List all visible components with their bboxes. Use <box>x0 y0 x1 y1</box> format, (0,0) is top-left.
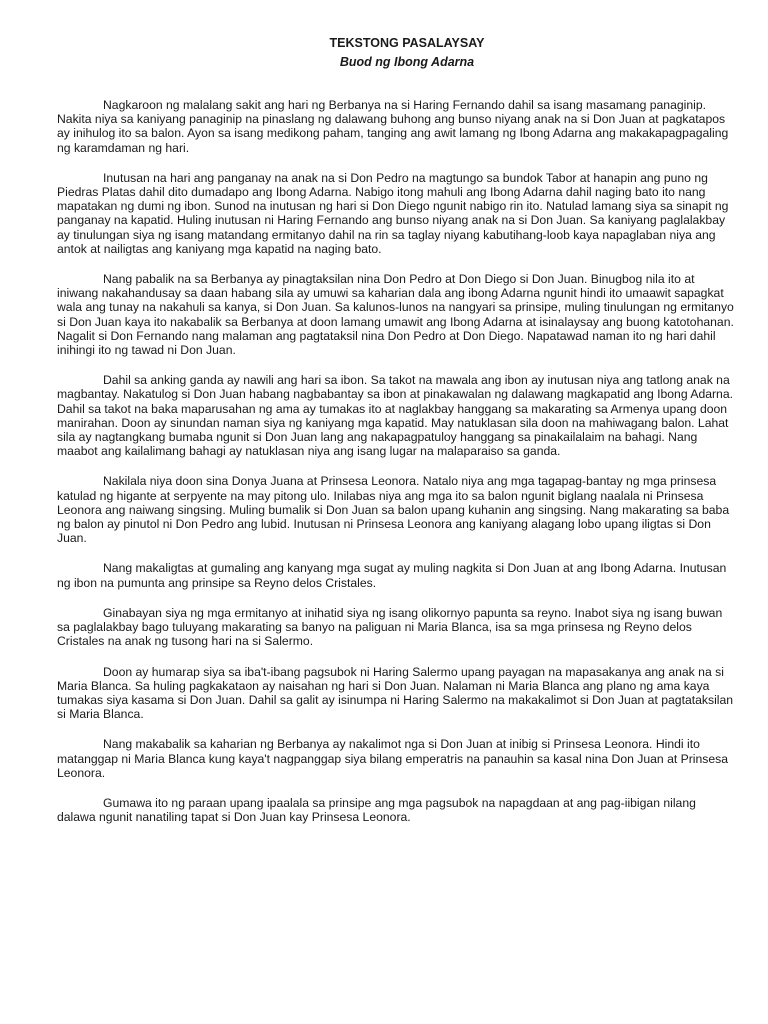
paragraph-2: Inutusan na hari ang panganay na anak na si Don Pedro na magtungo sa bundok Tabor at hanapin ang puno ng Piedras Platas dahil dito dumadapo ang Ibong Adarna. Nabigo itong mahuli ang Ibong Adarna dahil naging bato ito nang mapatakan ng dumi ng ibon. Sunod na inutusan ng hari si Don Diego ngunit nabigo rin ito. Natulad lamang siya sa sinapit ng panganay na kapatid. Huling inutusan ni Haring Fernando ang bunso niyang anak na si Don Juan. Sa kaniyang paglalakbay ay tinulungan siya ng isang matandang ermitanyo dahil na rin sa taglay niyang kabutihang-loob kaya napaglaban niya ang antok at nailigtas ang kaniyang mga kapatid na naging bato. <box>57 170 729 256</box>
paragraph-10: Gumawa ito ng paraan upang ipaalala sa prinsipe ang mga pagsubok na napagdaan at ang pag-iibigan nilang dalawa ngunit nanatiling tapat si Don Juan kay Prinsesa Leonora. <box>57 795 696 825</box>
paragraph-1: Nagkaroon ng malalang sakit ang hari ng Berbanya na si Haring Fernando dahil sa isang masamang panaginip. Nakita niya sa kaniyang panaginip na pinaslang ng dalawang buhong ang bunso niyang anak na si Don Juan at pagkatapos ay inihulog ito sa balon. Ayon sa isang medikong paham, tanging ang awit lamang ng Ibong Adarna ang makakapagpagaling ng karamdaman ng hari. <box>57 98 729 155</box>
paragraph-8: Doon ay humarap siya sa iba't-ibang pagsubok ni Haring Salermo upang payagan na mapasakanya ang anak na si Maria Blanca. Sa huling pagkakataon ay naisahan ng hari si Don Juan. Nalaman ni Maria Blanca ang plano ng ama kaya tumakas siya kasama si Don Juan. Dahil sa galit ay isinumpa ni Haring Salermo na makakalimot si Don Juan at pagtataksilan si Maria Blanca. <box>57 664 734 722</box>
document-subtitle: Buod ng Ibong Adarna <box>339 55 475 69</box>
document-page <box>57 36 737 840</box>
paragraph-5: Nakilala niya doon sina Donya Juana at Prinsesa Leonora. Natalo niya ang mga tagapag-bantay ng mga prinsesa katulad ng higante at serpyente na may pitong ulo. Inilabas niya ang mga ito sa balon ngunit biglang naalala ni Prinsesa Leonora ang naiwang singsing. Muling bumalik si Don Juan sa balon upang kuhanin ang singsing. Nang makarating sa baba ng balon ay pinutol ni Don Pedro ang lubid. Inutusan ni Prinsesa Leonora ang kaniyang alagang lobo upang iligtas si Don Juan. <box>57 474 730 546</box>
paragraph-6: Nang makaligtas at gumaling ang kanyang mga sugat ay muling nagkita si Don Juan at ang Ibong Adarna. Inutusan ng ibon na pumunta ang prinsipe sa Reyno delos Cristales. <box>57 561 727 590</box>
paragraph-9: Nang makabalik sa kaharian ng Berbanya ay nakalimot nga si Don Juan at inibig si Prinsesa Leonora. Hindi ito matanggap ni Maria Blanca kung kaya't nagpanggap siya bilang emperatris na panauhin sa kasal nina Don Juan at Prinsesa Leonora. <box>57 737 729 780</box>
document-body <box>57 98 737 824</box>
paragraph-4: Dahil sa anking ganda ay nawili ang hari sa ibon. Sa takot na mawala ang ibon ay inutusan niya ang tatlong anak na magbantay. Nakatulog si Don Juan habang nagbabantay sa ibon at pinakawalan ng dalawang magkapatid ang Ibong Adarna. Dahil sa takot na baka maparusahan ng ama ay tumakas ito at naglakbay hanggang sa makarating sa Armenya upang doon manirahan. Doon ay sinundan naman siya ng kaniyang mga kapatid. May natuklasan sila doon na mahiwagang balon. Lahat sila ay nagtangkang bumaba ngunit si Don Juan lang ang nakapagpatuloy hanggang sa pinakailalaim na bahagi. Nang maabot ang kailalimang bahagi ay natuklasan niya ang isang lugar na malaparaiso sa ganda. <box>57 373 733 459</box>
document-title: TEKSTONG PASALAYSAY <box>329 36 485 50</box>
paragraph-7: Ginabayan siya ng mga ermitanyo at inihatid siya ng isang olikornyo papunta sa reyno. Inabot siya ng isang buwan sa paglalakbay bago tuluyang makarating sa banyo na paliguan ni Maria Blanca, isa sa mga prinsesa ng Reyno delos Cristales na anak ng tusong hari na si Salermo. <box>57 605 723 649</box>
paragraph-3: Nang pabalik na sa Berbanya ay pinagtaksilan nina Don Pedro at Don Diego si Don Juan. Binugbog nila ito at iniwang nakahandusay sa daan habang sila ay umuwi sa kaharian dala ang ibong Adarna ngunit hindi ito umaawit sapagkat wala ang tunay na nakahuli sa kanya, si Don Juan. Sa kalunos-lunos na nangyari sa prinsipe, muling tinulungan ng ermitanyo si Don Juan kaya ito nakabalik sa Berbanya at doon lamang umawit ang Ibong Adarna at isinalaysay ang buong katotohanan. Nagalit si Don Fernando nang malaman ang pagtataksil nina Don Pedro at Don Diego. Napatawad naman ito ng hari dahil inihingi ito ng tawad ni Don Juan. <box>57 272 734 358</box>
